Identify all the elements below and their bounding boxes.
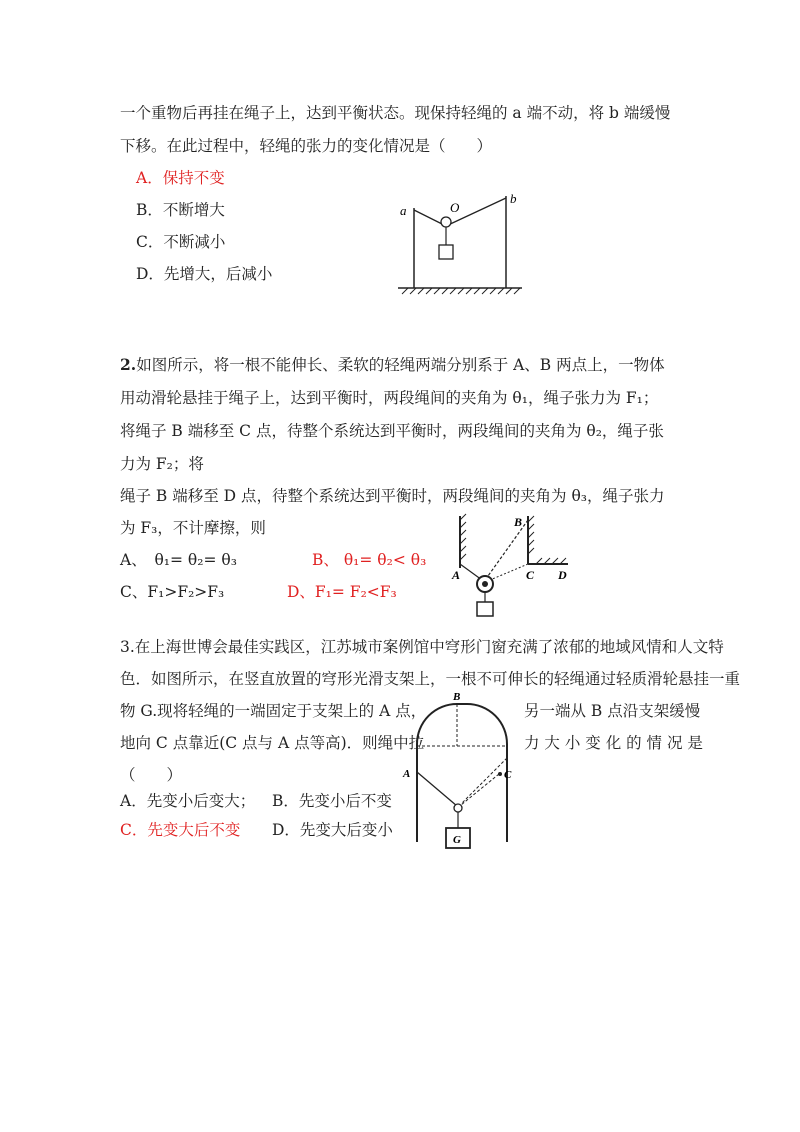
q3-option-d: D．先变大后变小 bbox=[272, 821, 393, 839]
q2-option-a: A、 θ₁= θ₂= θ₃ bbox=[120, 551, 237, 569]
q3-option-c: C．先变大后不变 bbox=[120, 821, 241, 839]
q3-rope-dashed-c bbox=[461, 774, 499, 805]
q3-rope-dashed-right bbox=[461, 758, 507, 804]
q2-number: 2. bbox=[120, 355, 137, 374]
q3-option-a: A．先变小后变大； bbox=[120, 792, 256, 810]
q3-stem-line-5: （ ） bbox=[120, 766, 183, 784]
q3-option-b: B．先变小后不变 bbox=[272, 792, 392, 810]
q3-label-g: G bbox=[453, 834, 461, 846]
q2-figure bbox=[440, 512, 590, 624]
q2-right-hatch bbox=[528, 516, 566, 564]
q1-rope bbox=[414, 198, 506, 226]
q1-pulley bbox=[441, 217, 451, 227]
q3-rope-left bbox=[417, 772, 457, 806]
q1-stem-line-1: 一个重物后再挂在绳子上，达到平衡状态。现保持轻绳的 a 端不动，将 b 端缓慢 bbox=[120, 104, 671, 122]
q2-stem-line-4: 力为 F₂；将 bbox=[120, 455, 204, 473]
q3-arch-frame bbox=[417, 704, 507, 842]
q1-ground-hatch bbox=[402, 288, 520, 294]
q2-stem-line-2: 用动滑轮悬挂于绳子上，达到平衡时，两段绳间的夹角为 θ₁，绳子张力为 F₁； bbox=[120, 389, 659, 407]
q3-label-c: C bbox=[504, 769, 512, 781]
q2-option-c: C、F₁>F₂>F₃ bbox=[120, 583, 225, 601]
q3-stem-line-4a: 地向 C 点靠近(C 点与 A 点等高)．则绳中拉 bbox=[120, 734, 425, 752]
q2-weight bbox=[477, 602, 493, 616]
q1-stem-line-2: 下移。在此过程中，轻绳的张力的变化情况是（ ） bbox=[120, 137, 493, 155]
q1-weight bbox=[439, 245, 453, 259]
q3-stem-line-3a: 物 G.现将轻绳的一端固定于支架上的 A 点， bbox=[120, 702, 427, 720]
q3-label-a: A bbox=[403, 768, 411, 780]
q3-stem-line-1: 3.在上海世博会最佳实践区，江苏城市案例馆中穹形门窗充满了浓郁的地域风情和人文特 bbox=[120, 638, 724, 656]
q3-figure bbox=[400, 688, 524, 852]
q2-stem-line-1: 2.如图所示，将一根不能伸长、柔软的轻绳两端分别系于 A、B 两点上，一物体 bbox=[120, 355, 665, 374]
q3-pulley bbox=[454, 804, 462, 812]
q3-point-c bbox=[498, 772, 502, 776]
q3-stem-line-4b: 力 大 小 变 化 的 情 况 是 bbox=[524, 734, 703, 752]
q2-label-c: C bbox=[526, 568, 535, 582]
q2-stem-line-3: 将绳子 B 端移至 C 点，待整个系统达到平衡时，两段绳间的夹角为 θ₂，绳子张 bbox=[120, 422, 664, 440]
q2-stem-line-6: 为 F₃，不计摩擦，则 bbox=[120, 519, 266, 537]
q2-option-b: B、 θ₁= θ₂< θ₃ bbox=[312, 551, 427, 569]
q1-label-b: b bbox=[510, 191, 517, 206]
q3-label-b: B bbox=[453, 691, 461, 703]
q1-label-a: a bbox=[400, 203, 407, 218]
q1-option-d: D．先增大，后减小 bbox=[136, 265, 273, 283]
q1-option-c: C．不断减小 bbox=[136, 233, 226, 251]
q2-label-a: A bbox=[452, 568, 461, 582]
q2-stem-line-5: 绳子 B 端移至 D 点，待整个系统达到平衡时，两段绳间的夹角为 θ₃，绳子张力 bbox=[120, 487, 665, 505]
q1-figure bbox=[390, 188, 530, 298]
q2-label-b: B bbox=[514, 515, 523, 529]
q1-label-o: O bbox=[450, 200, 460, 215]
q1-option-a: A．保持不变 bbox=[136, 169, 225, 187]
q1-option-b: B．不断增大 bbox=[136, 201, 225, 219]
q3-stem-line-3b: 另一端从 B 点沿支架缓慢 bbox=[524, 702, 701, 720]
q2-option-d: D、F₁= F₂<F₃ bbox=[287, 583, 397, 601]
q2-pulley-hub bbox=[482, 581, 488, 587]
q2-rope-dashed bbox=[490, 564, 528, 580]
q2-label-d: D bbox=[558, 568, 567, 582]
q3-stem-line-2: 色．如图所示，在竖直放置的穹形光滑支架上，一根不可伸长的轻绳通过轻质滑轮悬挂一重 bbox=[120, 670, 741, 688]
